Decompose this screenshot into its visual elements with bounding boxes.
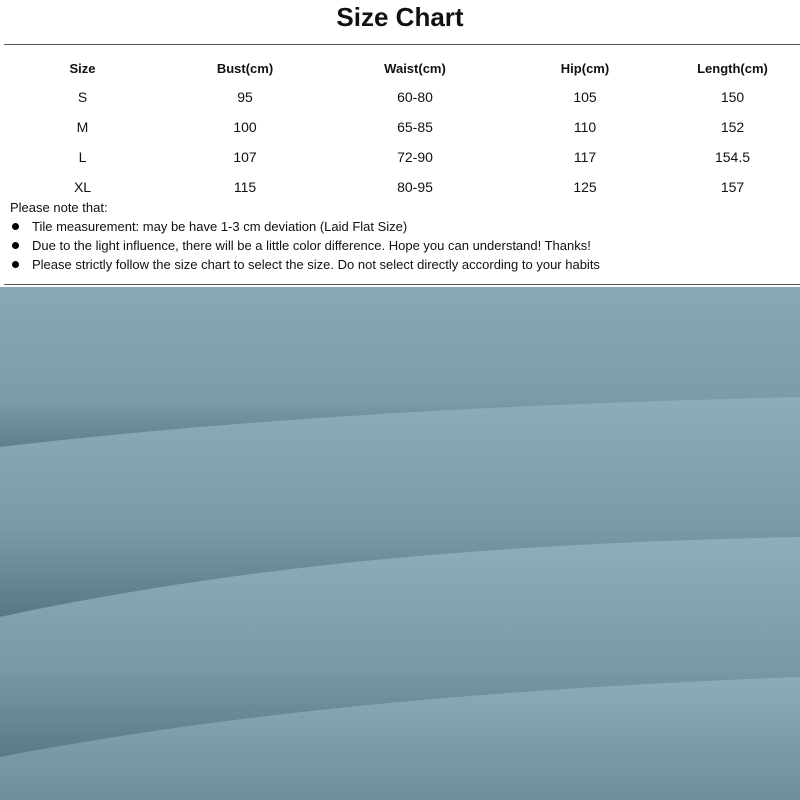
cell-size: S — [77, 89, 88, 105]
cell-bust: 107 — [233, 149, 257, 165]
cell-bust: 115 — [233, 179, 257, 195]
note-text: Tile measurement: may be have 1-3 cm deviation (Laid Flat Size) — [32, 219, 408, 234]
size-chart-table — [0, 54, 800, 202]
list-item — [10, 236, 790, 255]
header-bust: Bust(cm) — [216, 60, 274, 76]
fabric-swatch-image — [0, 287, 800, 800]
table-row — [0, 112, 800, 142]
header-size: Size — [69, 60, 96, 76]
cell-hip: 105 — [573, 89, 597, 105]
cell-waist: 60-80 — [397, 89, 433, 105]
bullet-icon — [12, 242, 19, 249]
cell-bust: 95 — [237, 89, 253, 105]
table-header-row — [0, 54, 800, 82]
bottom-divider — [4, 284, 800, 285]
list-item — [10, 255, 790, 274]
cell-waist: 65-85 — [397, 119, 433, 135]
cell-hip: 117 — [573, 149, 597, 165]
cell-hip: 125 — [573, 179, 597, 195]
cell-waist: 80-95 — [397, 179, 433, 195]
cell-length: 152 — [720, 119, 745, 135]
cell-hip: 110 — [573, 119, 597, 135]
table-row — [0, 142, 800, 172]
header-hip: Hip(cm) — [560, 60, 610, 76]
notes-list — [10, 217, 790, 274]
note-text: Please strictly follow the size chart to select the size. Do not select directly according to your habits — [32, 257, 600, 272]
bullet-icon — [12, 261, 19, 268]
header-waist: Waist(cm) — [384, 60, 446, 76]
bullet-icon — [12, 223, 19, 230]
cell-size: XL — [73, 179, 92, 195]
list-item — [10, 217, 790, 236]
cell-size: L — [78, 149, 87, 165]
page-title: Size Chart — [336, 2, 464, 32]
note-text: Due to the light influence, there will be a little color difference. Hope you can understand! Thanks! — [32, 238, 591, 253]
notes-section — [10, 198, 790, 274]
cell-bust: 100 — [233, 119, 257, 135]
notes-heading: Please note that: — [10, 200, 108, 215]
cell-length: 150 — [720, 89, 745, 105]
table-row — [0, 82, 800, 112]
cell-length: 154.5 — [714, 149, 751, 165]
cell-length: 157 — [720, 179, 745, 195]
cell-size: M — [76, 119, 89, 135]
header-length: Length(cm) — [697, 60, 768, 76]
cell-waist: 72-90 — [397, 149, 433, 165]
top-divider — [4, 44, 800, 45]
